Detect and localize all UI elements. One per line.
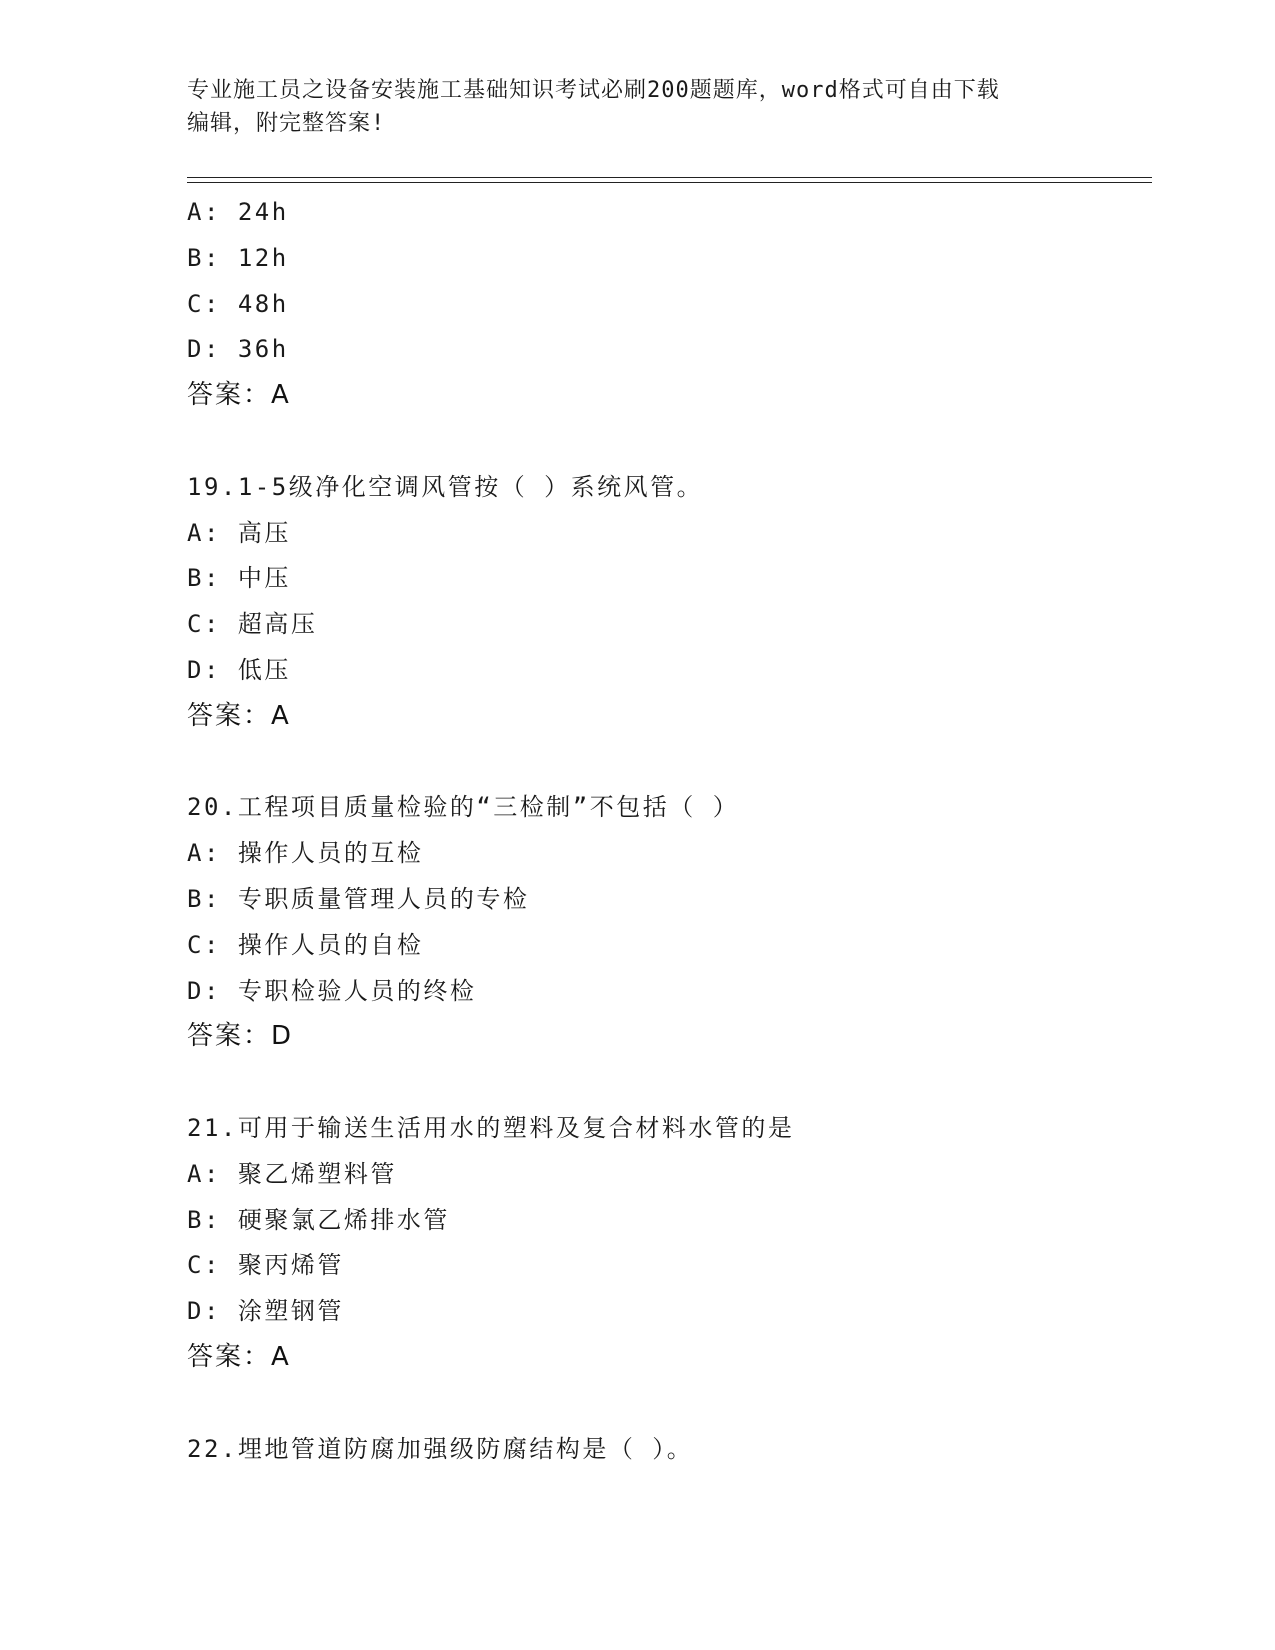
- answer-line: 答案：A: [187, 380, 291, 411]
- header-line-2: 编辑，附完整答案!: [187, 111, 386, 136]
- header-line-1: 专业施工员之设备安装施工基础知识考试必刷200题题库，word格式可自由下载: [187, 78, 1000, 103]
- header-divider-top: [187, 177, 1152, 178]
- answer-line: 答案：A: [187, 700, 291, 731]
- option-d: D: 低压: [187, 655, 291, 684]
- option-a: A: 操作人员的互检: [187, 839, 424, 868]
- question-text: 19.1-5级净化空调风管按（ ）系统风管。: [187, 472, 704, 501]
- question-block-21: [187, 1106, 1147, 1381]
- option-c: C: 48h: [187, 289, 289, 318]
- option-b: B: 专职质量管理人员的专检: [187, 884, 530, 913]
- option-a: A: 聚乙烯塑料管: [187, 1159, 397, 1188]
- answer-line: 答案：D: [187, 1021, 294, 1052]
- option-d: D: 36h: [187, 335, 289, 364]
- option-c: C: 聚丙烯管: [187, 1251, 344, 1280]
- question-block-18: [187, 190, 1147, 419]
- document-header: [187, 74, 1087, 140]
- option-c: C: 操作人员的自检: [187, 930, 424, 959]
- option-d: D: 专职检验人员的终检: [187, 976, 477, 1005]
- question-block-22: [187, 1427, 1147, 1473]
- option-a: A: 24h: [187, 198, 289, 226]
- question-block-20: [187, 785, 1147, 1060]
- spacer: [187, 1381, 1147, 1427]
- question-block-19: [187, 465, 1147, 740]
- header-divider-bottom: [187, 182, 1152, 183]
- option-b: B: 硬聚氯乙烯排水管: [187, 1205, 450, 1234]
- spacer: [187, 740, 1147, 786]
- question-text: 21.可用于输送生活用水的塑料及复合材料水管的是: [187, 1113, 795, 1142]
- option-b: B: 12h: [187, 243, 289, 272]
- option-a: A: 高压: [187, 518, 291, 547]
- option-d: D: 涂塑钢管: [187, 1297, 344, 1326]
- question-text: 20.工程项目质量检验的“三检制”不包括（ ）: [187, 793, 740, 822]
- option-c: C: 超高压: [187, 610, 318, 639]
- option-b: B: 中压: [187, 564, 291, 593]
- question-list: [187, 190, 1147, 1472]
- question-text: 22.埋地管道防腐加强级防腐结构是（ ）。: [187, 1434, 694, 1463]
- answer-line: 答案：A: [187, 1341, 291, 1372]
- spacer: [187, 419, 1147, 465]
- spacer: [187, 1060, 1147, 1106]
